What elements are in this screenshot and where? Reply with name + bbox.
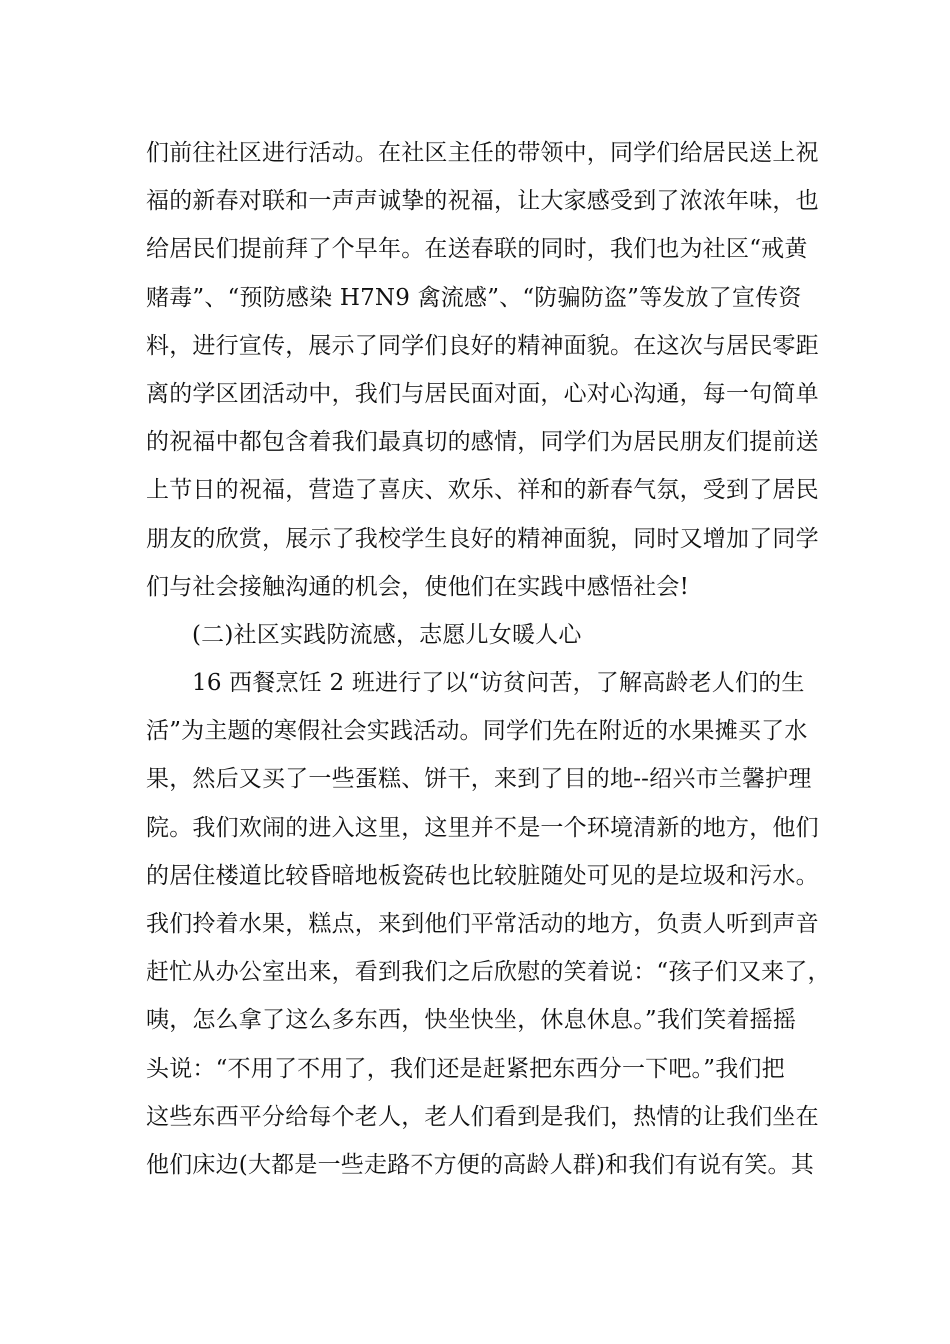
text-line: 果，然后又买了一些蛋糕、饼干，来到了目的地--绍兴市兰馨护理 bbox=[146, 766, 812, 793]
text-line: 赶忙从办公室出来，看到我们之后欣慰的笑着说：“孩子们又来了， bbox=[146, 959, 831, 986]
text-line: 给居民们提前拜了个早年。在送春联的同时，我们也为社区“戒黄 bbox=[146, 236, 808, 263]
text-line: 福的新春对联和一声声诚挚的祝福，让大家感受到了浓浓年味，也 bbox=[146, 188, 819, 215]
text-line: 他们床边(大都是一些走路不方便的高龄人群)和我们有说有笑。其 bbox=[146, 1151, 814, 1178]
text-line: 离的学区团活动中，我们与居民面对面，心对心沟通，每一句简单 bbox=[146, 380, 819, 407]
text-line: 活”为主题的寒假社会实践活动。同学们先在附近的水果摊买了水 bbox=[146, 718, 808, 745]
text-line: 上节日的祝福，营造了喜庆、欢乐、祥和的新春气氛，受到了居民 bbox=[146, 477, 819, 504]
text-line: 朋友的欣赏，展示了我校学生良好的精神面貌，同时又增加了同学 bbox=[146, 525, 819, 552]
text-line: 的居住楼道比较昏暗地板瓷砖也比较脏随处可见的是垃圾和污水。 bbox=[146, 862, 819, 889]
text-line: 头说：“不用了不用了，我们还是赶紧把东西分一下吧。”我们把 bbox=[146, 1055, 785, 1082]
text-line: 料，进行宣传，展示了同学们良好的精神面貌。在这次与居民零距 bbox=[146, 332, 819, 359]
text-line: 我们拎着水果，糕点，来到他们平常活动的地方，负责人听到声音 bbox=[146, 911, 819, 937]
text-line: 们与社会接触沟通的机会，使他们在实践中感悟社会! bbox=[146, 573, 690, 600]
text-line: 赌毒”、“预防感染 H7N9 禽流感”、“防骗防盗”等发放了宣传资 bbox=[146, 284, 802, 311]
text-line: 们前往社区进行活动。在社区主任的带领中，同学们给居民送上祝 bbox=[146, 140, 819, 166]
section-heading: (二)社区实践防流感，志愿儿女暖人心 bbox=[192, 621, 582, 648]
text-line: 院。我们欢闹的进入这里，这里并不是一个环境清新的地方，他们 bbox=[146, 814, 819, 841]
text-line: 的祝福中都包含着我们最真切的感情，同学们为居民朋友们提前送 bbox=[146, 429, 819, 456]
paragraph-start-line: 16 西餐烹饪 2 班进行了以“访贫问苦，了解高龄老人们的生 bbox=[192, 670, 805, 697]
text-line: 咦，怎么拿了这么多东西，快坐快坐，休息休息。”我们笑着摇摇 bbox=[146, 1007, 797, 1034]
text-line: 这些东西平分给每个老人，老人们看到是我们，热情的让我们坐在 bbox=[146, 1103, 819, 1130]
body-text bbox=[146, 129, 831, 1189]
